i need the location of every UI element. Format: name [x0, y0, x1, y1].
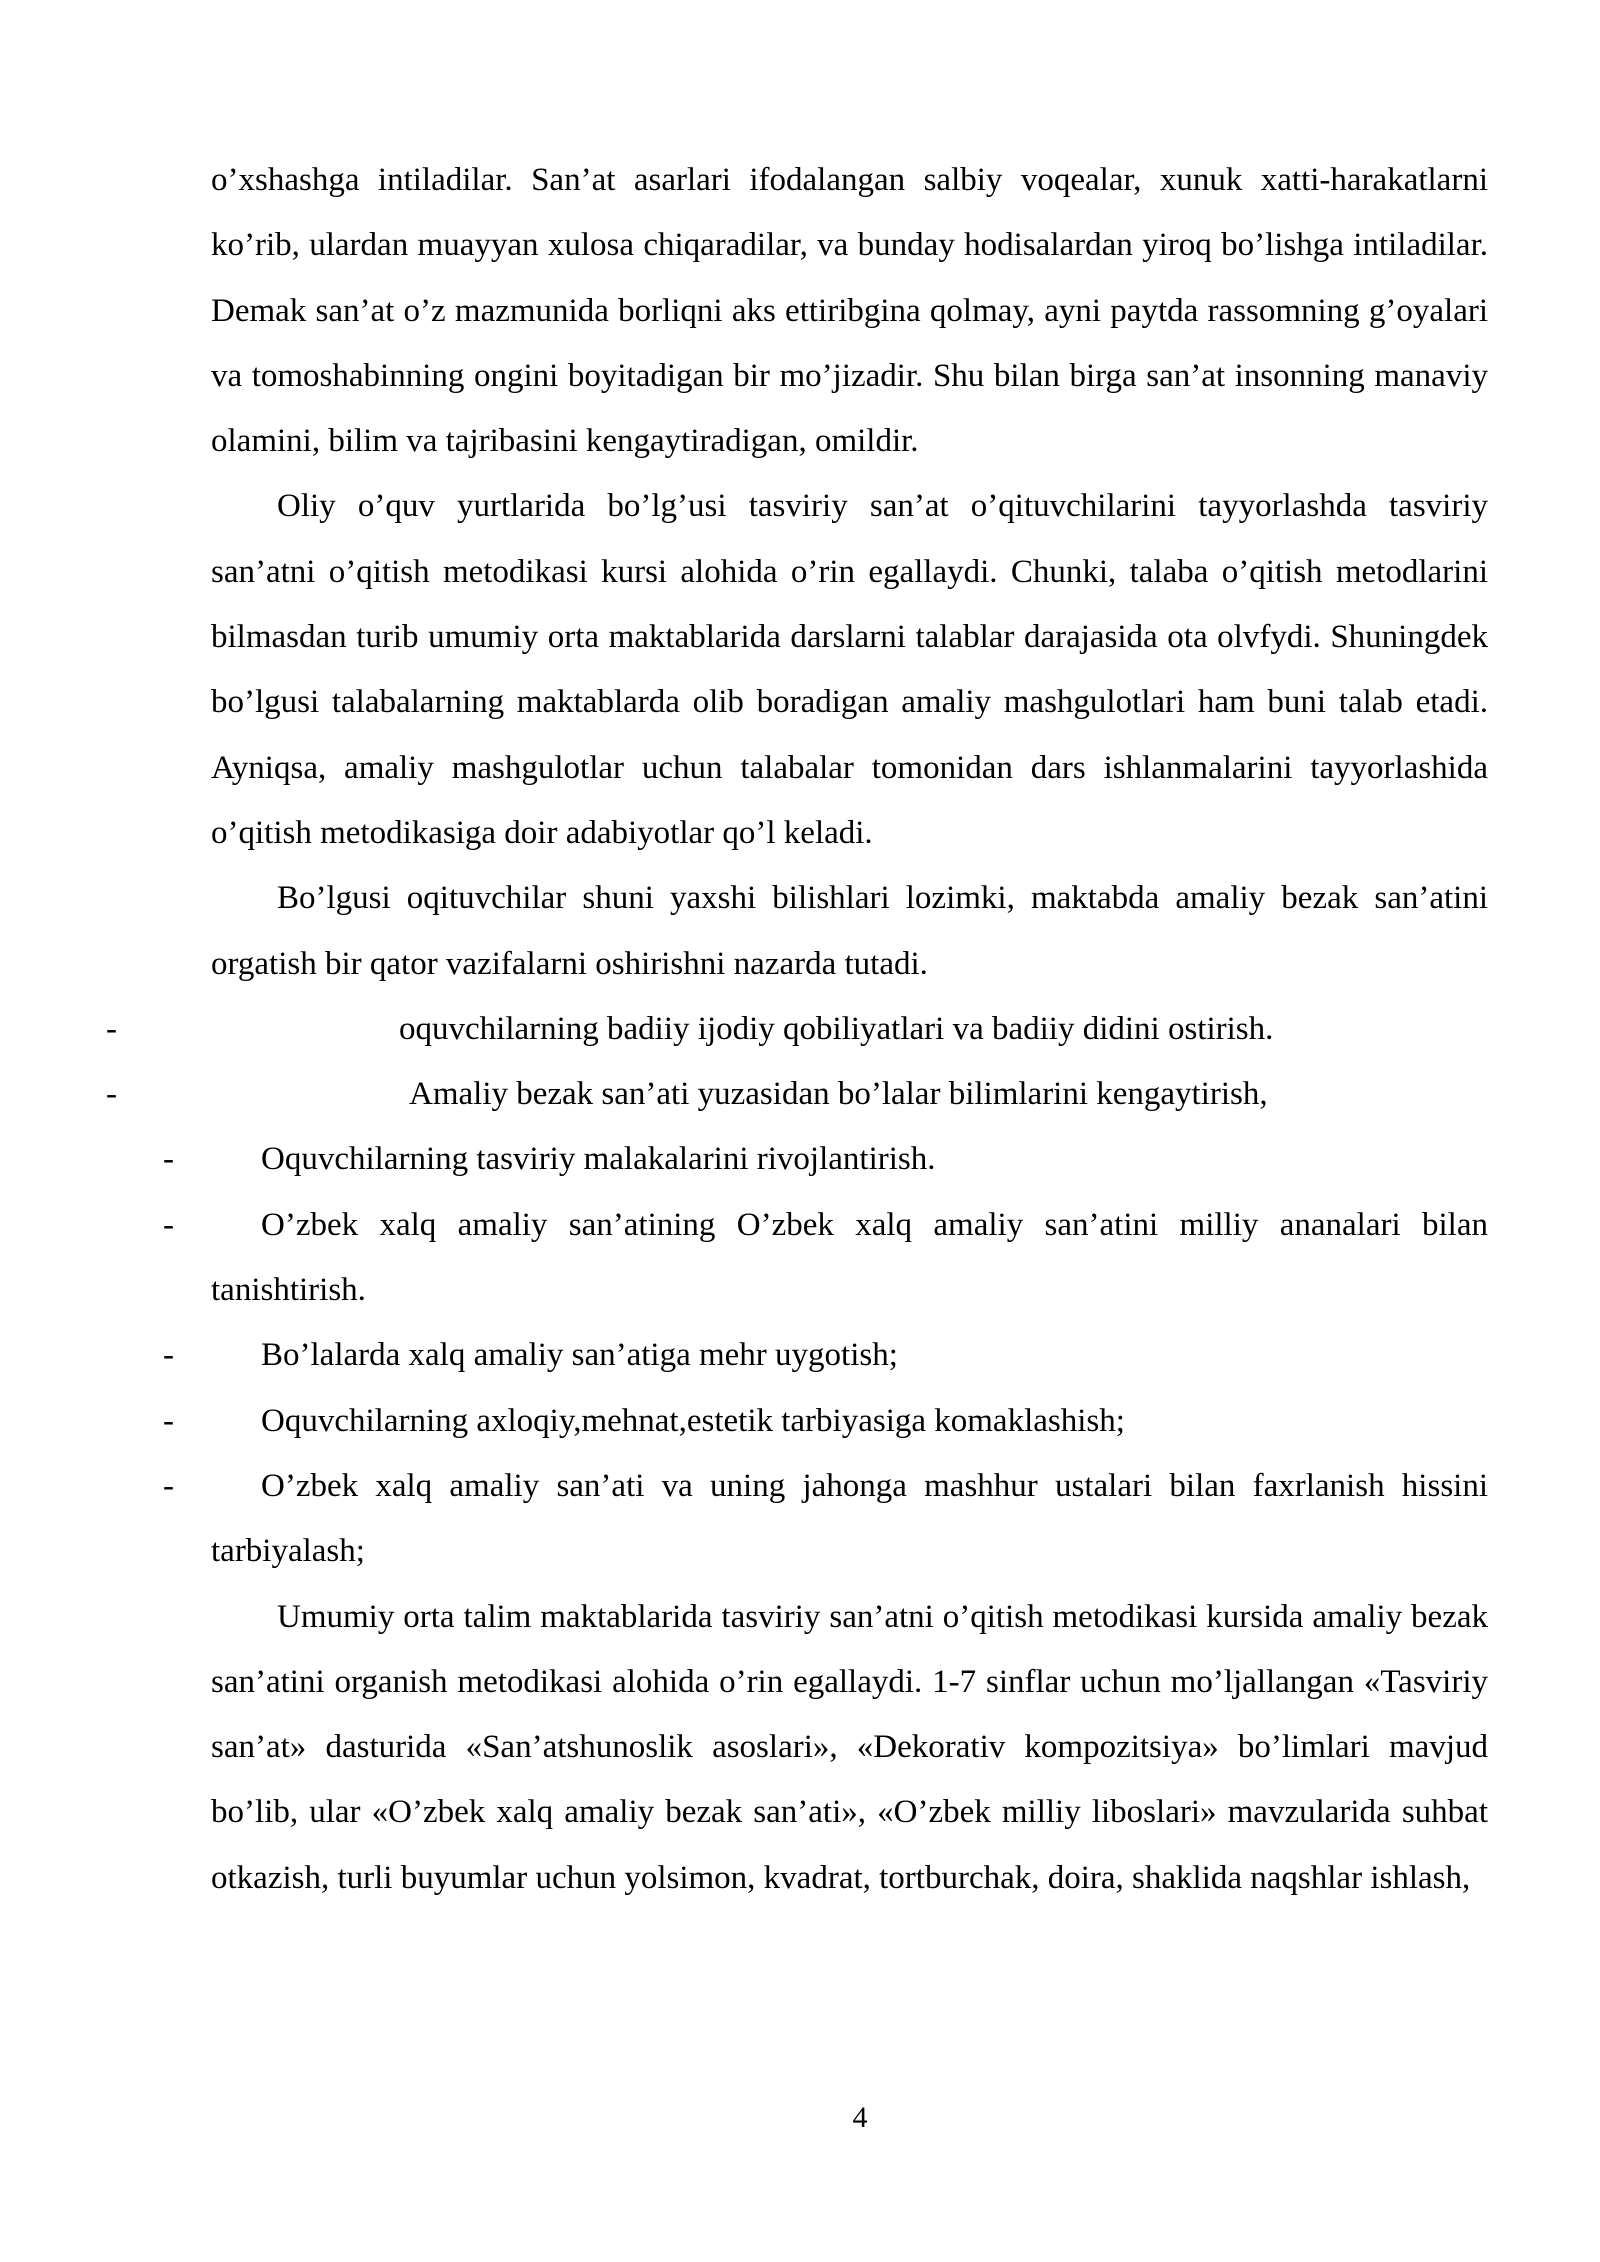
list-item-text: Oquvchilarning tasviriy malakalarini rivojlantirish.: [261, 1141, 936, 1178]
body-text: [106, 148, 1488, 1911]
list-item-text: Oquvchilarning axloqiy,mehnat,estetik tarbiyasiga komaklashish;: [261, 1402, 1125, 1439]
list-dash: -: [163, 1206, 174, 1243]
list-item: [163, 1454, 1488, 1585]
list-item: [163, 1323, 1488, 1388]
list-item-text: oquvchilarning badiiy ijodiy qobiliyatlari va badiiy didini ostirish.: [399, 1010, 1274, 1047]
paragraph-3: Bo’lgusi oqituvchilar shuni yaxshi bilishlari lozimki, maktabda amaliy bezak san’atini orgatish bir qator vazifalarni oshirishni nazarda tutadi.: [211, 880, 1488, 982]
paragraph-4: Umumiy orta talim maktablarida tasviriy san’atni o’qitish metodikasi kursida amaliy bezak san’atini organish metodikasi alohida o’rin egallaydi. 1-7 sinflar uchun mo’ljallangan «Tasviriy san’at» dasturida «San’atshunoslik asoslari», «Dekorativ kompozitsiya» bo’limlari mavjud bo’lib, ular «O’zbek xalq amaliy bezak san’ati», «O’zbek milliy liboslari» mavzularida suhbat otkazish, turli buyumlar uchun yolsimon, kvadrat, tortburchak, doira, shaklida naqshlar ishlash,: [211, 1598, 1488, 1896]
list-item: [163, 1389, 1488, 1454]
list-dash: -: [163, 1337, 174, 1374]
list-item: [106, 997, 1488, 1062]
paragraph-2: Oliy o’quv yurtlarida bo’lg’usi tasviriy san’at o’qituvchilarini tayyorlashda tasviriy san’atni o’qitish metodikasi kursi alohida o’rin egallaydi. Chunki, talaba o’qitish metodlarini bilmasdan turib umumiy orta maktablarida darslarni talablar darajasida ota olvfydi. Shuningdek bo’lgusi talabalarning maktablarda olib boradigan amaliy mashgulotlari ham buni talab etadi. Ayniqsa, amaliy mashgulotlar uchun talabalar tomonidan dars ishlanmalarini tayyorlashida o’qitish metodikasiga doir adabiyotlar qo’l keladi.: [211, 488, 1488, 851]
list-item-text: O’zbek xalq amaliy san’atining O’zbek xalq amaliy san’atini milliy ananalari bilan tanishtirish.: [211, 1206, 1488, 1309]
list-item-text: Amaliy bezak san’ati yuzasidan bo’lalar bilimlarini kengaytirish,: [409, 1076, 1268, 1113]
list-dash: -: [163, 1402, 174, 1439]
list-item: [163, 1127, 1488, 1192]
list-item-text: Bo’lalarda xalq amaliy san’atiga mehr uygotish;: [261, 1337, 898, 1374]
list-item: [163, 1193, 1488, 1324]
list-dash: -: [106, 1010, 117, 1047]
list-item: [106, 1062, 1488, 1127]
list-dash: -: [106, 1076, 117, 1113]
list-dash: -: [163, 1467, 174, 1504]
list-dash: -: [163, 1141, 174, 1178]
list-item-text: O’zbek xalq amaliy san’ati va uning jahonga mashhur ustalari bilan faxrlanish hissini tarbiyalash;: [211, 1467, 1488, 1570]
page-number: 4: [852, 2101, 868, 2134]
paragraph-1: o’xshashga intiladilar. San’at asarlari ifodalangan salbiy voqealar, xunuk xatti-harakatlarni ko’rib, ulardan muayyan xulosa chiqaradilar, va bunday hodisalardan yiroq bo’lishga intiladilar. Demak san’at o’z mazmunida borliqni aks ettiribgina qolmay, ayni paytda rassomning g’oyalari va tomoshabinning ongini boyitadigan bir mo’jizadir. Shu bilan birga san’at insonning manaviy olamini, bilim va tajribasini kengaytiradigan, omildir.: [211, 162, 1488, 460]
